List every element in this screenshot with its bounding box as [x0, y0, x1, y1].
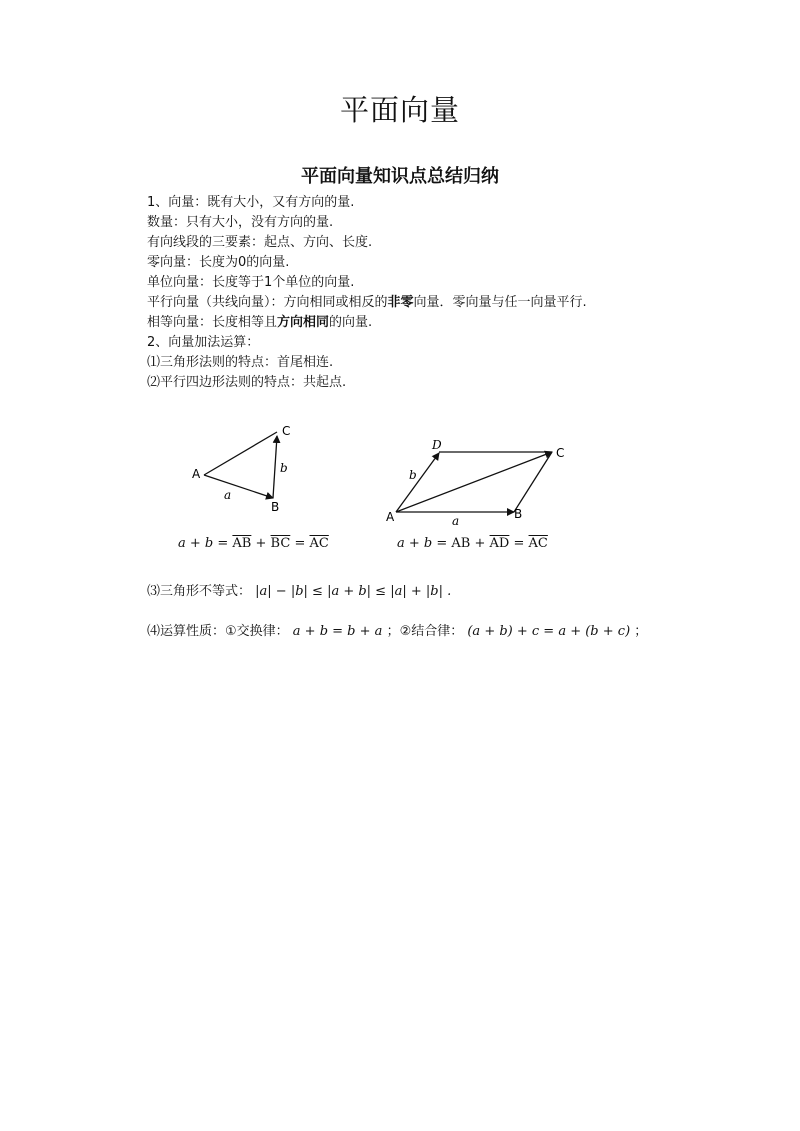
triangle-caption [178, 536, 329, 551]
point-b-label: B [271, 500, 280, 514]
vector-ac-arrow [396, 452, 552, 512]
line-zero-vector: 零向量：长度为0的向量. [147, 255, 290, 270]
vector-a-arrow [204, 475, 273, 498]
line-equal-vector [147, 313, 372, 333]
line-addition-heading: 2、向量加法运算： [147, 335, 260, 350]
equal-text-post: 的向量. [329, 315, 373, 330]
point-b2-label: B [514, 507, 523, 521]
triangle-diagram [180, 415, 320, 525]
parallel-text-bold: 非零 [387, 295, 414, 310]
point-c-label: C [282, 424, 291, 438]
commutative-formula: a + b = b + a [292, 624, 383, 639]
line-parallelogram-rule: ⑵平行四边形法则的特点：共起点. [147, 375, 347, 390]
vector-b2-label: b [409, 468, 417, 482]
parallelogram-caption [397, 536, 548, 551]
parallel-text-post: 向量．零向量与任一向量平行. [413, 295, 587, 310]
caption1-v2: $\overline{BC}$ [270, 536, 291, 551]
equal-text-bold: 方向相同 [277, 315, 330, 330]
point-c2-label: C [556, 446, 565, 460]
vector-b-arrow [273, 436, 277, 498]
caption2-v3: $\overline{AC}$ [528, 536, 548, 551]
equal-text-pre: 相等向量：长度相等且 [147, 315, 278, 330]
line-unit-vector: 单位向量：长度等于1个单位的向量. [147, 275, 355, 290]
triangle-inequality-label: ⑶三角形不等式： [147, 584, 252, 599]
side-bc-line [514, 452, 552, 512]
line-directed-segment: 有向线段的三要素：起点、方向、长度. [147, 235, 373, 250]
point-a2-label: A [386, 510, 395, 524]
operation-properties [147, 622, 647, 642]
triangle-inequality [147, 582, 451, 602]
point-d2-label: D [432, 438, 442, 452]
parallel-text-pre: 平行向量（共线向量）：方向相同或相反的 [147, 295, 388, 310]
vector-a2-label: a [452, 514, 460, 528]
operation-properties-label: ⑷运算性质：①交换律： [147, 624, 289, 639]
vector-ac-line [204, 432, 277, 475]
line-triangle-rule: ⑴三角形法则的特点：首尾相连. [147, 355, 334, 370]
section-title: 平面向量知识点总结归纳 [301, 166, 499, 187]
caption2-lhs: a + b = [397, 536, 448, 551]
page-title: 平面向量 [339, 93, 460, 127]
caption1-plus: + [255, 536, 267, 551]
caption2-plus: + [474, 536, 486, 551]
point-a-label: A [192, 467, 201, 481]
line-parallel-vector [147, 293, 587, 313]
associative-label: ；②结合律： [386, 624, 464, 639]
line-vector-def: 1、向量：既有大小，又有方向的量. [147, 195, 355, 210]
vector-b-label: b [280, 461, 288, 475]
line-scalar-def: 数量：只有大小，没有方向的量. [147, 215, 334, 230]
caption1-v1: $\overline{AB}$ [232, 536, 252, 551]
triangle-inequality-formula: |a| − |b| ≤ |a + b| ≤ |a| + |b| . [255, 584, 452, 599]
vector-a-label: a [224, 488, 232, 502]
operation-properties-end: ； [634, 624, 648, 639]
caption2-v2: $\overline{AD}$ [489, 536, 510, 551]
caption1-lhs: a + b = [178, 536, 229, 551]
caption1-eq: = [294, 536, 306, 551]
caption1-v3: $\overline{AC}$ [309, 536, 329, 551]
associative-formula: (a + b) + c = a + (b + c) [467, 624, 631, 639]
parallelogram-diagram [380, 430, 580, 530]
caption2-eq: = [513, 536, 525, 551]
caption2-v1: AB [451, 536, 471, 551]
